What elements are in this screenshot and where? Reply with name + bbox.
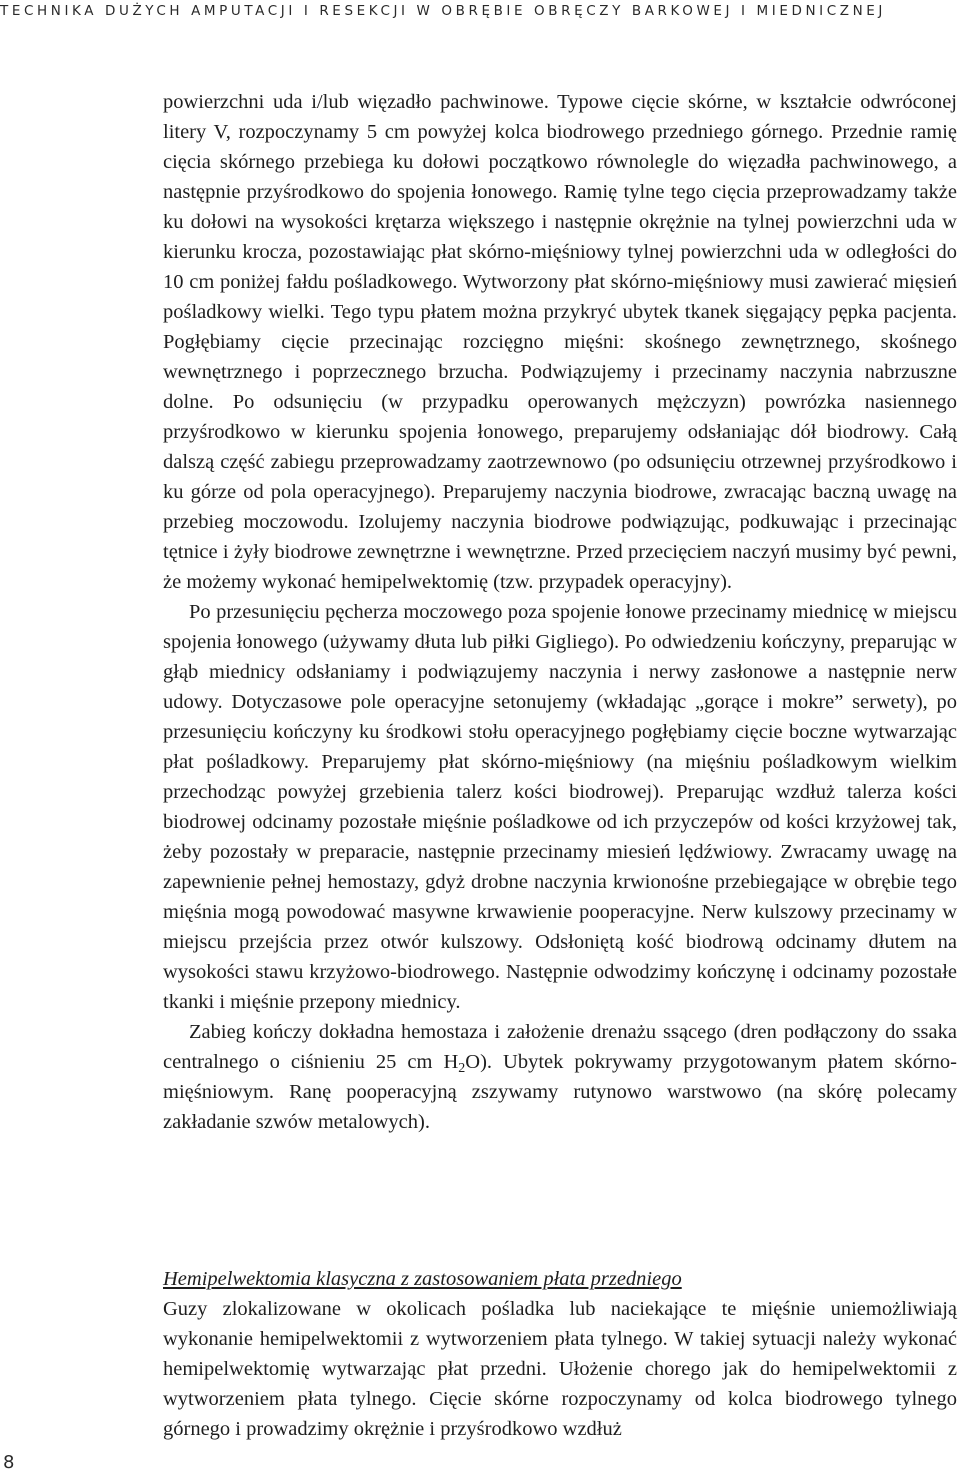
paragraph-1: powierzchni uda i/lub więzadło pachwinowe. Typowe cięcie skórne, w kształcie odwróconej litery V, rozpoczynamy 5 cm powyżej kolca biodrowego przedniego górnego. Przednie ramię cięcia skórnego przebiega ku dołowi początkowo równolegle do więzadła pachwinowego, a następnie przyśrodkowo do spojenia łonowego. Ramię tylne tego cięcia przeprowadzamy także ku dołowi na wysokości krętarza większego i następnie okrężnie na tylnej powierzchni uda w kierunku krocza, pozostawiając płat skórno-mięśniowy tylnej powierzchni uda w odległości do 10 cm poniżej fałdu pośladkowego. Wytworzony płat skórno-mięśniowy musi zawierać mięsień pośladkowy wielki. Tego typu płatem można przykryć ubytek tkanek sięgający pępka pacjenta. Pogłębiamy cięcie przecinając rozcięgno mięśni: skośnego zewnętrznego, skośnego wewnętrznego i poprzecznego brzucha. Podwiązujemy i przecinamy naczynia nabrzuszne dolne. Po odsunięciu (w przypadku operowanych mężczyzn) powrózka nasiennego przyśrodkowo w kierunku spojenia łonowego, preparujemy odsłaniając dół biodrowy. Całą dalszą część zabiegu przeprowadzamy zaotrzewnowo (po odsunięciu otrzewnej przyśrodkowo i ku górze od pola operacyjnego). Preparujemy naczynia biodrowe, zwracając baczną uwagę na przebieg moczowodu. Izolujemy naczynia biodrowe podwiązując, podkuwając i przecinając tętnice i żyły biodrowe zewnętrzne i wewnętrzne. Przed przecięciem naczyń musimy być pewni, że możemy wykonać hemipelwektomię (tzw. przypadek operacyjny).: [163, 91, 957, 593]
paragraph-3-start: Zabieg kończy dokładna hemostaza i założenie drenażu ssącego (dren podłączony do ssaka centralnego o ciśnieniu 25 cm H: [163, 1021, 957, 1073]
paragraph-3: [163, 1017, 957, 1137]
running-header: TECHNIKA DUŻYCH AMPUTACJI I RESEKCJI W OBRĘBIE OBRĘCZY BARKOWEJ I MIEDNICZNEJ: [0, 3, 887, 19]
paragraph-2: Po przesunięciu pęcherza moczowego poza spojenie łonowe przecinamy miednicę w miejscu spojenia łonowego (używamy dłuta lub piłki Gigliego). Po odwiedzeniu kończyny, preparując w głąb miednicy odsłaniamy i podwiązujemy naczynia i nerwy zasłonowe a następnie nerw udowy. Dotyczasowe pole operacyjne setonujemy (wkładając „gorące i mokre” serwety), po przesunięciu kończyny ku środkowi stołu operacyjnego pogłębiamy cięcie boczne wytwarzając płat pośladkowy. Preparujemy płat skórno-mięśniowy (na mięśniu pośladkowym wielkim przechodząc powyżej grzebienia talerz kości biodrowej). Preparując wzdłuż talerza kości biodrowej odcinamy pozostałe mięśnie pośladkowe od ich przyczepów od kości krzyżowej tak, żeby pozostały w preparacie, następnie przecinamy miesień lędźwiowy. Zwracamy uwagę na zapewnienie pełnej hemostazy, gdyż drobne naczynia krwionośne przebiegające w obrębie tego mięśnia mogą powodować masywne krwawienie pooperacyjne. Nerw kulszowy przecinamy w miejscu przejścia przez otwór kulszowy. Odsłoniętą kość biodrową odcinamy dłutem na wysokości stawu krzyżowo-biodrowego. Następnie odwodzimy kończynę i odcinamy pozostałe tkanki i mięśnie przepony miednicy.: [163, 601, 957, 1013]
section-block: [163, 1264, 957, 1444]
paragraph-3-end: O). Ubytek pokrywamy przygotowanym płatem skórno-mięśniowym. Ranę pooperacyjną zszywamy rutynowo warstwowo (na skórę polecamy zakładanie szwów metalowych).: [163, 1051, 957, 1133]
section-title: Hemipelwektomia klasyczna z zastosowaniem płata przedniego: [163, 1268, 682, 1290]
section-paragraph: Guzy zlokalizowane w okolicach pośladka lub naciekające te mięśnie uniemożliwiają wykonanie hemipelwektomii z wytworzeniem płata tylnego. W takiej sytuacji należy wykonać hemipelwektomię wytwarzając płat przedni. Ułożenie chorego jak do hemipelwektomii z wytworzeniem płata tylnego. Cięcie skórne rozpoczynamy od kolca biodrowego tylnego górnego i prowadzimy okrężnie i przyśrodkowo wzdłuż: [163, 1298, 957, 1440]
water-subscript: 2: [458, 1061, 466, 1076]
page-number: 8: [3, 1452, 15, 1473]
main-text: [163, 87, 957, 1137]
